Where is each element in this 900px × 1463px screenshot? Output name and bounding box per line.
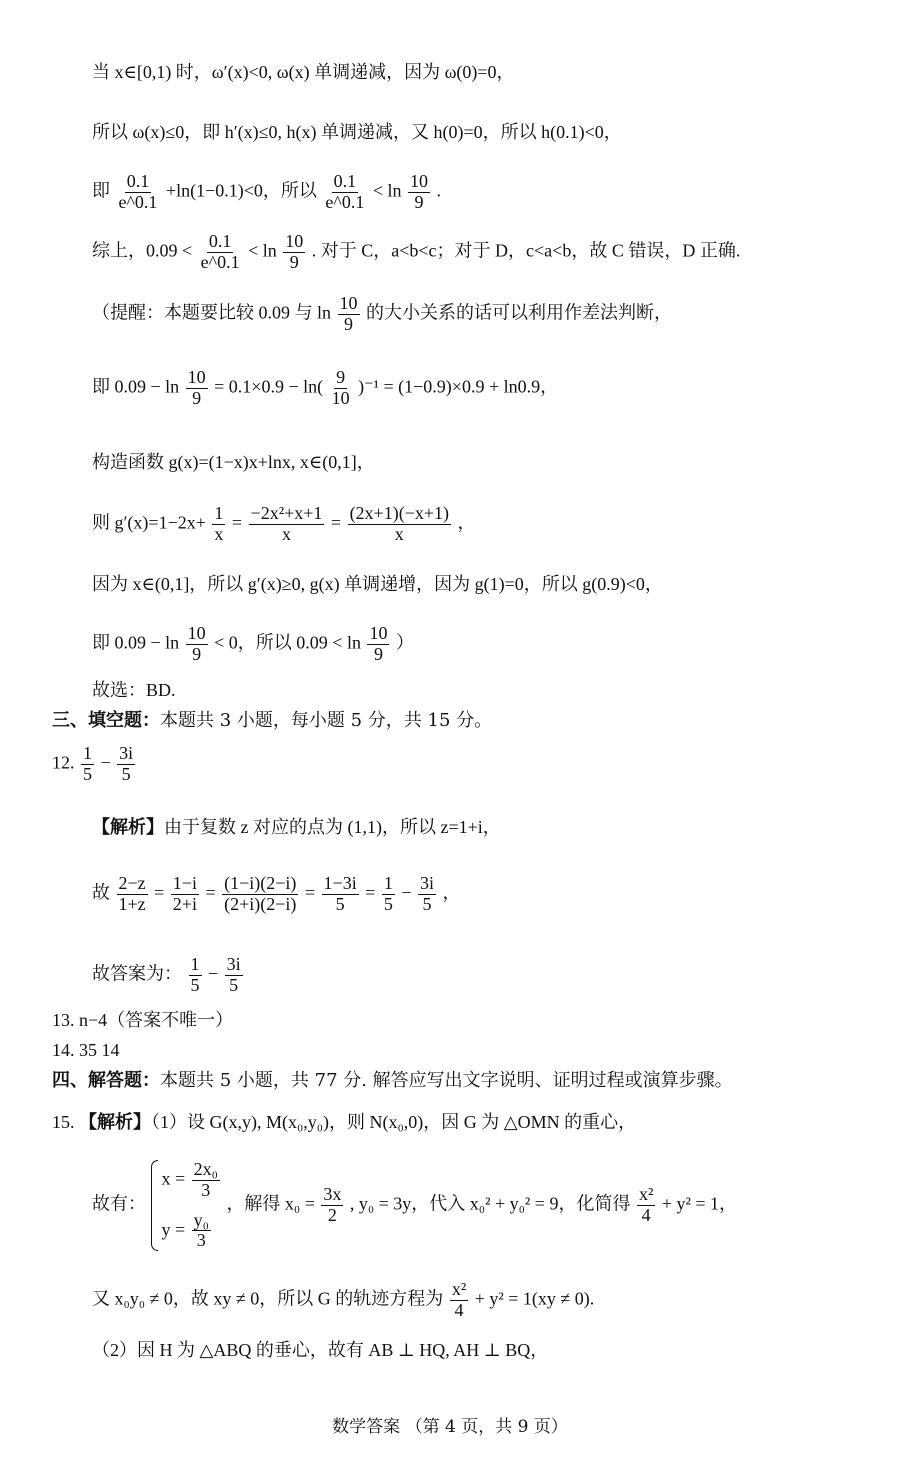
text-segment: = — [304, 882, 316, 903]
text-segment: 又 x₀y₀ ≠ 0，故 xy ≠ 0，所以 G 的轨迹方程为 — [92, 1288, 444, 1309]
denominator: 3 — [201, 1179, 211, 1200]
text-segment: 综上，0.09 < — [92, 240, 193, 261]
denominator: 4 — [454, 1299, 464, 1320]
fraction — [348, 504, 451, 545]
denominator: 5 — [422, 893, 432, 914]
numerator: 2x₀ — [193, 1159, 218, 1179]
text-segment: + y² = 1， — [661, 1193, 738, 1214]
text-segment: （提醒：本题要比较 0.09 与 ln — [92, 302, 331, 323]
text-segment: < 0，所以 0.09 < ln — [214, 632, 361, 653]
text-segment: − — [208, 963, 219, 984]
math-line — [92, 172, 441, 213]
text-segment: 即 0.09 − ln — [92, 376, 180, 397]
denominator: 5 — [383, 893, 393, 914]
denominator: e^0.1 — [200, 251, 240, 272]
math-line — [92, 624, 414, 665]
denominator: 5 — [335, 893, 345, 914]
denominator: x — [394, 523, 404, 544]
fraction — [225, 955, 243, 996]
numerator: x² — [638, 1184, 654, 1205]
denominator: 5 — [121, 763, 131, 784]
numerator: y₀ — [193, 1209, 209, 1230]
text-segment: = — [365, 882, 376, 903]
numerator: 3i — [119, 743, 134, 763]
text-segment: < ln — [372, 180, 402, 201]
solution-tag: 【解析】 — [92, 817, 164, 837]
text-segment: +ln(1−0.1)<0，所以 — [165, 180, 317, 201]
section-text: 本题共 5 小题，共 77 分. 解答应写出文字说明、证明过程或演算步骤。 — [160, 1070, 733, 1091]
text-segment: 由于复数 z 对应的点为 (1,1)，所以 z=1+i， — [164, 817, 501, 837]
fraction — [382, 874, 395, 915]
section-label: 三、填空题： — [52, 710, 160, 731]
section-heading — [52, 710, 492, 732]
denominator: 2 — [327, 1205, 337, 1226]
fraction — [321, 1185, 343, 1226]
text-segment: − — [100, 752, 111, 773]
fraction — [117, 744, 135, 785]
text-segment: = 0.1×0.9 − ln( — [214, 376, 324, 397]
fraction — [323, 172, 366, 213]
numerator: 0.1 — [208, 231, 232, 251]
text-segment: 故答案为： — [92, 963, 182, 984]
text-line: 当 x∈[0,1) 时，ω′(x)<0, ω(x) 单调递减，因为 ω(0)=0， — [92, 62, 515, 82]
math-line — [92, 874, 461, 915]
text-segment: （1）设 G(x,y), M(x₀,y₀)，则 N(x₀,0)，因 G 为 △OMN 的重心， — [151, 1112, 637, 1132]
denominator: 4 — [641, 1205, 651, 1226]
numerator: 3i — [226, 954, 241, 974]
section-heading — [52, 1070, 733, 1092]
numerator: 10 — [339, 293, 358, 313]
fraction — [189, 955, 202, 996]
denominator: 1+z — [118, 893, 146, 914]
denominator: (2+i)(2−i) — [224, 893, 297, 914]
fraction — [222, 874, 298, 915]
numerator: (2x+1)(−x+1) — [349, 503, 449, 523]
numerator: 1−3i — [323, 873, 357, 893]
numerator: 10 — [409, 171, 428, 191]
fraction — [322, 874, 359, 915]
text-segment: < ln — [248, 240, 277, 261]
text-line: 所以 ω(x)≤0，即 h′(x)≤0, h(x) 单调递减，又 h(0)=0，所以 h(0.1)<0， — [92, 122, 622, 142]
fraction — [186, 624, 208, 665]
text-segment: ， — [442, 882, 461, 903]
text-segment: . 对于 C，a<b<c；对于 D，c<a<b，故 C 错误，D 正确. — [311, 240, 741, 261]
text-segment: 即 0.09 − ln — [92, 632, 180, 653]
question-number: 15. — [52, 1112, 75, 1132]
question-number: 12. — [52, 752, 75, 773]
text-segment: 故有： — [92, 1193, 146, 1214]
text-segment: ， — [457, 512, 476, 533]
text-segment: )⁻¹ = (1−0.9)×0.9 + ln0.9， — [358, 376, 559, 397]
math-line — [92, 504, 476, 545]
text-segment: + y² = 1(xy ≠ 0). — [474, 1288, 595, 1309]
numerator: 0.1 — [333, 171, 357, 191]
denominator: 3 — [196, 1230, 206, 1251]
text-line: 因为 x∈(0,1]，所以 g′(x)≥0, g(x) 单调递增，因为 g(1)=0，所以 g(0.9)<0， — [92, 574, 663, 594]
question-12-answer — [52, 744, 137, 785]
numerator: 1 — [383, 873, 393, 893]
numerator: 0.1 — [126, 171, 150, 191]
denominator: x — [281, 523, 291, 544]
text-segment: , y₀ = 3y，代入 x₀² + y₀² = 9，化简得 — [349, 1193, 631, 1214]
left-brace — [151, 1160, 158, 1251]
denominator: 9 — [289, 251, 299, 272]
denominator: 9 — [344, 313, 353, 334]
numerator: x² — [451, 1279, 467, 1299]
text-segment: 的大小关系的话可以利用作差法判断， — [366, 302, 672, 323]
numerator: 10 — [187, 623, 206, 643]
fraction — [171, 874, 199, 915]
solution-tag: 【解析】 — [79, 1112, 151, 1132]
math-line — [92, 1280, 594, 1321]
text-segment: 即 — [92, 180, 110, 201]
denominator: 5 — [190, 974, 200, 995]
denominator: 10 — [331, 387, 350, 408]
denominator: 5 — [83, 763, 92, 784]
text-segment: = — [154, 882, 165, 903]
fraction — [249, 504, 325, 545]
denominator: x — [214, 523, 224, 544]
fraction — [330, 368, 352, 409]
numerator: 3i — [420, 873, 435, 893]
denominator: 9 — [373, 643, 383, 664]
fraction — [418, 874, 436, 915]
fraction — [408, 172, 430, 213]
fraction — [450, 1280, 468, 1321]
denominator: 5 — [229, 974, 239, 995]
fraction — [637, 1185, 655, 1226]
text-segment: y = — [161, 1219, 186, 1240]
denominator: e^0.1 — [118, 191, 158, 212]
denominator: 9 — [414, 191, 424, 212]
text-segment: 故 — [92, 882, 110, 903]
math-line — [92, 294, 672, 335]
numerator: 3x — [323, 1184, 342, 1205]
text-segment: = — [330, 512, 342, 533]
text-line: 构造函数 g(x)=(1−x)x+lnx, x∈(0,1]， — [92, 452, 375, 472]
denominator: 2+i — [172, 893, 197, 914]
math-line — [92, 955, 245, 996]
section-text: 本题共 3 小题，每小题 5 分，共 15 分。 — [160, 710, 493, 731]
denominator: 9 — [192, 387, 202, 408]
text-segment: x = — [161, 1168, 186, 1189]
question-15-intro — [52, 1112, 636, 1134]
math-line — [92, 232, 740, 273]
numerator: 1 — [214, 503, 224, 523]
fraction — [192, 1160, 220, 1201]
fraction — [338, 294, 360, 335]
fraction — [186, 368, 208, 409]
system-row — [162, 1160, 222, 1201]
denominator: e^0.1 — [325, 191, 365, 212]
fraction — [367, 624, 389, 665]
text-line: 故选：BD. — [92, 680, 176, 700]
numerator: 9 — [336, 367, 346, 387]
fraction — [117, 874, 148, 915]
numerator: −2x²+x+1 — [250, 503, 323, 523]
question-13-answer: 13. n−4（答案不唯一） — [52, 1010, 234, 1030]
numerator: 1−i — [172, 873, 197, 893]
text-segment: ，解得 x₀ = — [226, 1193, 315, 1214]
system-row — [162, 1211, 222, 1252]
text-segment: 则 g′(x)=1−2x+ — [92, 512, 206, 533]
math-line — [92, 1160, 737, 1251]
solution-line — [92, 817, 501, 839]
denominator: 9 — [192, 643, 202, 664]
numerator: 2−z — [118, 873, 146, 893]
fraction — [199, 232, 242, 273]
question-14-answer: 14. 35 14 — [52, 1040, 120, 1060]
numerator: 1 — [190, 954, 200, 974]
numerator: 1 — [83, 743, 92, 763]
equation-system — [151, 1160, 222, 1251]
text-segment: = — [231, 512, 243, 533]
fraction — [283, 232, 305, 273]
numerator: 10 — [285, 231, 304, 251]
fraction — [192, 1211, 211, 1252]
text-segment: = — [205, 882, 216, 903]
section-label: 四、解答题： — [52, 1070, 160, 1091]
text-segment: . — [436, 180, 441, 201]
numerator: 10 — [187, 367, 206, 387]
page-footer: 数学答案 （第 4 页，共 9 页） — [332, 1417, 568, 1437]
fraction — [81, 744, 94, 785]
fraction — [212, 504, 225, 545]
text-segment: ） — [395, 632, 414, 653]
math-line — [92, 368, 558, 409]
fraction — [117, 172, 160, 213]
numerator: 10 — [369, 623, 388, 643]
text-segment: − — [401, 882, 412, 903]
numerator: (1−i)(2−i) — [224, 873, 297, 893]
text-line: （2）因 H 为 △ABQ 的垂心，故有 AB ⊥ HQ, AH ⊥ BQ， — [92, 1340, 549, 1360]
